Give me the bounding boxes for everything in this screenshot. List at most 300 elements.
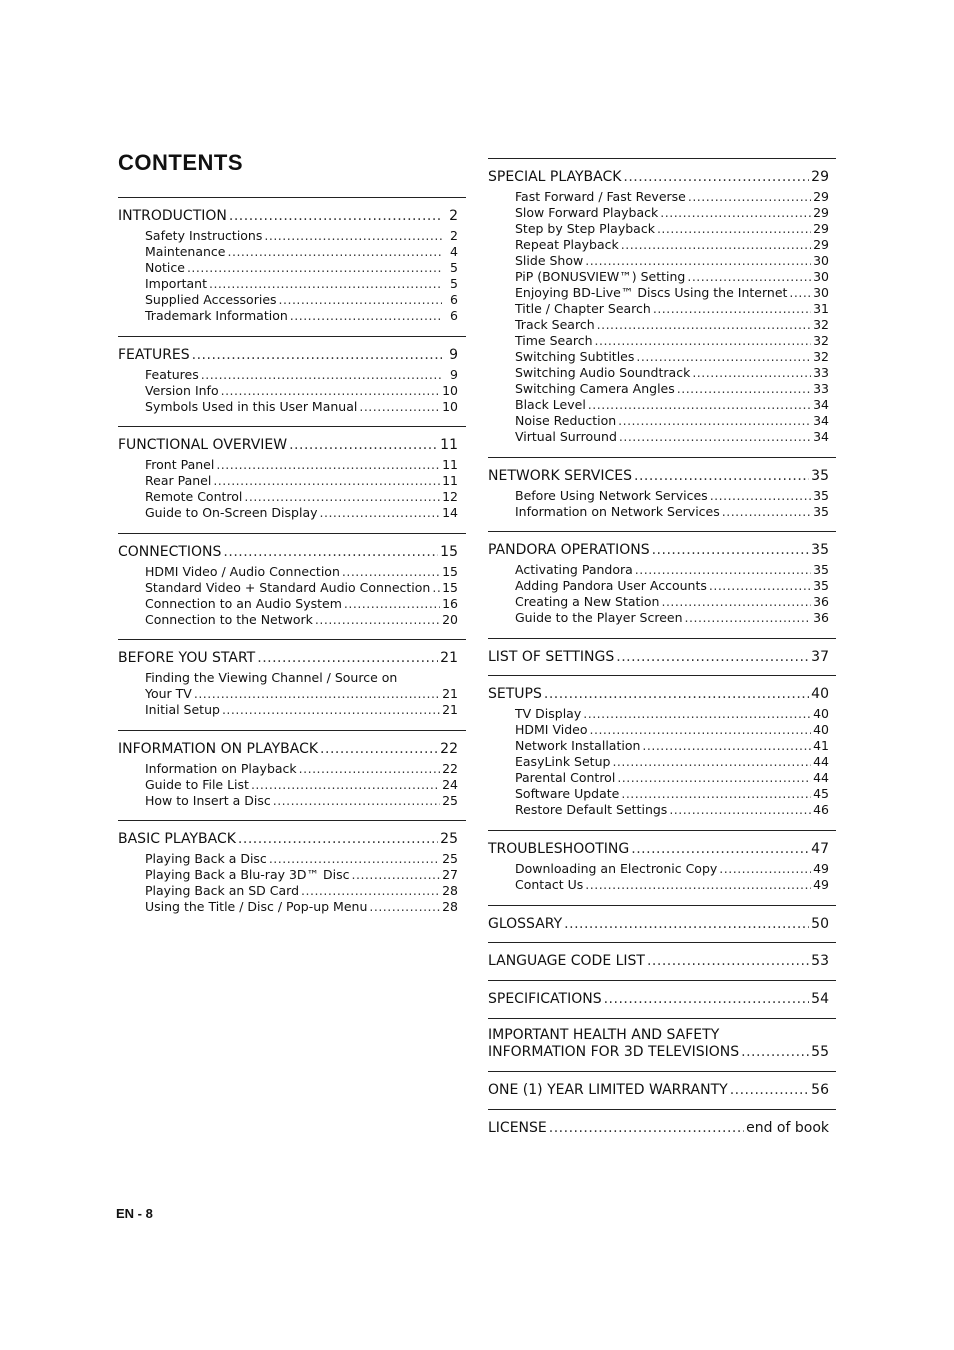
entry-label: Step by Step Playback [515, 221, 655, 236]
entry-label: HDMI Video [515, 722, 588, 737]
dot-leader [692, 365, 811, 381]
entry-label: Trademark Information [145, 308, 288, 323]
dot-leader [590, 722, 812, 738]
toc-section [488, 638, 836, 667]
entry-label: Initial Setup [145, 702, 220, 717]
entry-label: Parental Control [515, 770, 616, 785]
dot-leader [244, 489, 440, 505]
dot-leader [636, 349, 811, 365]
toc-entry[interactable] [145, 564, 466, 580]
entry-label: Network Installation [515, 738, 641, 753]
page-ref: 34 [813, 413, 829, 428]
entry-label: Safety Instructions [145, 228, 263, 243]
entry-label: Playing Back an SD Card [145, 883, 300, 898]
page-ref: 28 [442, 883, 458, 898]
page-ref: 35 [813, 488, 829, 503]
entry-label: Switching Audio Soundtrack [515, 365, 691, 380]
page-ref: 44 [813, 770, 829, 785]
toc-section [488, 1018, 836, 1061]
section-heading[interactable] [488, 989, 836, 1009]
entry-label-line1[interactable]: Finding the Viewing Channel / Source on [145, 670, 398, 685]
page-ref: 34 [813, 429, 829, 444]
section-heading[interactable] [488, 466, 836, 486]
page-ref: 32 [813, 317, 829, 332]
toc-entry[interactable] [145, 473, 466, 489]
page-ref: 15 [440, 544, 458, 560]
page-ref: 11 [440, 437, 458, 453]
dot-leader [228, 244, 443, 260]
toc-section [118, 820, 466, 915]
page-ref: 40 [811, 686, 829, 702]
entry-label: NETWORK SERVICES [488, 468, 632, 484]
page-ref: 47 [811, 841, 829, 857]
toc-entry[interactable] [515, 365, 836, 381]
section-heading[interactable] [488, 1044, 836, 1061]
page-ref: 50 [811, 916, 829, 932]
dot-leader [192, 345, 442, 365]
toc-entry[interactable] [145, 883, 466, 899]
toc-entry[interactable] [515, 578, 836, 594]
section-heading[interactable] [488, 540, 836, 560]
dot-leader [369, 899, 440, 915]
dot-leader [618, 413, 811, 429]
entry-label: Title / Chapter Search [515, 301, 651, 316]
entry-label: LANGUAGE CODE LIST [488, 953, 645, 969]
toc-entry[interactable] [145, 686, 466, 702]
page-ref: 46 [813, 802, 829, 817]
entry-label: Software Update [515, 786, 620, 801]
page-ref: 25 [442, 793, 458, 808]
dot-leader [564, 914, 809, 934]
page-ref: 14 [442, 505, 458, 520]
toc-entry[interactable] [145, 851, 466, 867]
entry-label: SETUPS [488, 686, 542, 702]
dot-leader [661, 594, 811, 610]
dot-leader [617, 770, 811, 786]
toc-entry[interactable] [515, 488, 836, 504]
page-ref: 41 [813, 738, 829, 753]
dot-leader [634, 466, 809, 486]
page-ref: 44 [813, 754, 829, 769]
dot-leader [616, 647, 809, 667]
page-ref: 30 [813, 269, 829, 284]
entry-label: Time Search [515, 333, 593, 348]
entry-label: LICENSE [488, 1120, 547, 1136]
section-heading[interactable] [488, 914, 836, 934]
entry-list [118, 761, 466, 809]
dot-leader [595, 333, 812, 349]
toc-entry[interactable] [145, 244, 466, 260]
page-ref: 27 [442, 867, 458, 882]
toc-entry[interactable] [515, 770, 836, 786]
page-ref: 30 [813, 253, 829, 268]
entry-list [118, 367, 466, 415]
entry-label: Supplied Accessories [145, 292, 277, 307]
entry-label: Track Search [515, 317, 595, 332]
entry-label: GLOSSARY [488, 916, 563, 932]
entry-label: FEATURES [118, 347, 190, 363]
entry-label: Playing Back a Disc [145, 851, 267, 866]
entry-list [118, 564, 466, 628]
dot-leader [585, 253, 811, 269]
page-ref: 11 [442, 473, 458, 488]
dot-leader [238, 829, 438, 849]
toc-entry[interactable] [515, 504, 836, 520]
section-heading[interactable] [118, 739, 466, 759]
dot-leader [660, 205, 811, 221]
page-ref: 49 [813, 861, 829, 876]
toc-entry[interactable] [145, 702, 466, 718]
page-ref: 32 [813, 349, 829, 364]
toc-entry[interactable] [145, 367, 466, 383]
dot-leader [597, 317, 811, 333]
entry-label: Standard Video + Standard Audio Connection [145, 580, 431, 595]
page-ref: 33 [813, 365, 829, 380]
page-ref: 21 [440, 650, 458, 666]
toc-section [488, 158, 836, 445]
toc-entry[interactable] [145, 489, 466, 505]
entry-list [118, 670, 466, 718]
page-ref: 36 [813, 594, 829, 609]
toc-entry[interactable] [145, 596, 466, 612]
toc-entry[interactable] [515, 237, 836, 253]
page-ref: 24 [442, 777, 458, 792]
dot-leader [621, 237, 811, 253]
page-ref: 45 [813, 786, 829, 801]
dot-leader [352, 867, 441, 883]
page-ref: 56 [811, 1082, 829, 1098]
entry-label: Version Info [145, 383, 219, 398]
toc-entry[interactable] [145, 399, 466, 415]
dot-leader [652, 540, 810, 560]
section-heading[interactable] [118, 542, 466, 562]
dot-leader [273, 793, 440, 809]
toc-section [118, 639, 466, 718]
entry-label: Guide to File List [145, 777, 249, 792]
toc-entry[interactable] [145, 793, 466, 809]
page-ref: 16 [442, 596, 458, 611]
entry-label: Fast Forward / Fast Reverse [515, 189, 686, 204]
section-heading[interactable] [118, 206, 466, 226]
entry-list [118, 228, 466, 324]
entry-label: Front Panel [145, 457, 215, 472]
toc-entry[interactable] [515, 786, 836, 802]
page-ref: 29 [813, 189, 829, 204]
entry-label: TROUBLESHOOTING [488, 841, 630, 857]
page-ref: 21 [442, 686, 458, 701]
section-heading[interactable] [488, 839, 836, 859]
page-ref: 35 [813, 504, 829, 519]
toc-entry[interactable] [145, 505, 466, 521]
dot-leader [619, 429, 811, 445]
entry-label: Your TV [145, 686, 192, 701]
toc-entry[interactable] [515, 317, 836, 333]
entry-label: Before Using Network Services [515, 488, 708, 503]
dot-leader [432, 580, 440, 596]
page-ref: 29 [811, 169, 829, 185]
section-heading[interactable] [118, 829, 466, 849]
page-ref: 6 [450, 292, 458, 307]
toc-entry[interactable] [515, 349, 836, 365]
entry-label: Repeat Playback [515, 237, 619, 252]
toc-entry[interactable] [515, 205, 836, 221]
page-ref: 29 [813, 221, 829, 236]
entry-label: Connection to the Network [145, 612, 313, 627]
page-ref: 35 [811, 542, 829, 558]
entry-label: INTRODUCTION [118, 208, 227, 224]
dot-leader [642, 738, 811, 754]
page-ref: end of book [746, 1120, 829, 1136]
dot-leader [669, 802, 811, 818]
toc-section [488, 1071, 836, 1100]
dot-leader [269, 851, 440, 867]
page-ref: 29 [813, 237, 829, 252]
dot-leader [320, 739, 438, 759]
toc-entry[interactable] [515, 285, 836, 301]
toc-entry[interactable] [515, 877, 836, 893]
dot-leader [315, 612, 440, 628]
section-heading[interactable] [488, 684, 836, 704]
dot-leader [549, 1118, 744, 1138]
toc-entry[interactable] [515, 413, 836, 429]
toc-entry[interactable] [145, 777, 466, 793]
toc-section [488, 531, 836, 626]
dot-leader [677, 381, 811, 397]
toc-entry[interactable] [145, 580, 466, 596]
page-ref: 5 [450, 276, 458, 291]
page-ref: 30 [813, 285, 829, 300]
page-ref: 9 [449, 347, 458, 363]
entry-label: PiP (BONUSVIEW™) Setting [515, 269, 686, 284]
dot-leader [657, 221, 811, 237]
dot-leader [221, 383, 440, 399]
toc-section [118, 336, 466, 415]
entry-list [488, 562, 836, 626]
toc-entry[interactable] [515, 381, 836, 397]
entry-label: Maintenance [145, 244, 226, 259]
toc-section [118, 730, 466, 809]
dot-leader [709, 578, 811, 594]
entry-label: HDMI Video / Audio Connection [145, 564, 340, 579]
toc-entry[interactable] [145, 867, 466, 883]
page-ref: 32 [813, 333, 829, 348]
entry-label: Guide to the Player Screen [515, 610, 683, 625]
page-ref: 11 [442, 457, 458, 472]
dot-leader [631, 839, 809, 859]
toc-entry[interactable] [515, 562, 836, 578]
entry-label: Downloading an Electronic Copy [515, 861, 718, 876]
dot-leader [257, 648, 438, 668]
page-ref: 20 [442, 612, 458, 627]
page-title: CONTENTS [118, 150, 243, 175]
dot-leader [647, 951, 809, 971]
dot-leader [687, 269, 811, 285]
dot-leader [730, 1080, 809, 1100]
dot-leader [251, 777, 440, 793]
dot-leader [290, 308, 442, 324]
dot-leader [583, 706, 811, 722]
entry-list [488, 861, 836, 893]
page-ref: 25 [442, 851, 458, 866]
entry-label: Rear Panel [145, 473, 212, 488]
toc-entry[interactable] [515, 722, 836, 738]
page-ref: 35 [811, 468, 829, 484]
page-ref: 2 [450, 228, 458, 243]
dot-leader [789, 285, 811, 301]
page-ref: 49 [813, 877, 829, 892]
entry-label: Enjoying BD-Live™ Discs Using the Internet [515, 285, 788, 300]
toc-entry[interactable] [515, 397, 836, 413]
toc-entry[interactable] [515, 610, 836, 626]
dot-leader [213, 473, 440, 489]
entry-label: Creating a New Station [515, 594, 660, 609]
entry-label: Playing Back a Blu-ray 3D™ Disc [145, 867, 350, 882]
entry-label: BEFORE YOU START [118, 650, 256, 666]
dot-leader [741, 1044, 809, 1061]
toc-entry[interactable] [515, 189, 836, 205]
entry-label: How to Insert a Disc [145, 793, 271, 808]
section-heading[interactable] [488, 167, 836, 187]
dot-leader [585, 877, 811, 893]
entry-label: Adding Pandora User Accounts [515, 578, 707, 593]
dot-leader [588, 397, 811, 413]
entry-label: Slide Show [515, 253, 584, 268]
dot-leader [301, 883, 440, 899]
page-ref: 34 [813, 397, 829, 412]
dot-leader [209, 276, 442, 292]
entry-list [118, 851, 466, 915]
toc-entry[interactable] [515, 253, 836, 269]
entry-label: TV Display [515, 706, 582, 721]
page-ref: 40 [813, 706, 829, 721]
dot-leader [194, 686, 440, 702]
page-ref: 12 [442, 489, 458, 504]
toc-entry[interactable] [145, 383, 466, 399]
toc-entry[interactable] [515, 706, 836, 722]
dot-leader [229, 206, 442, 226]
page-ref: 4 [450, 244, 458, 259]
page-ref: 6 [450, 308, 458, 323]
section-heading[interactable] [488, 951, 836, 971]
dot-leader [653, 301, 811, 317]
toc-entry[interactable] [145, 761, 466, 777]
toc-entry[interactable] [515, 738, 836, 754]
page-number: EN - 8 [116, 1206, 153, 1221]
entry-label: Restore Default Settings [515, 802, 668, 817]
entry-label: Information on Playback [145, 761, 297, 776]
section-heading[interactable] [118, 648, 466, 668]
page-ref: 36 [813, 610, 829, 625]
dot-leader [320, 505, 441, 521]
toc-entry[interactable] [515, 333, 836, 349]
toc-section [488, 675, 836, 818]
toc-section [118, 533, 466, 628]
toc-entry[interactable] [515, 802, 836, 818]
page-ref: 10 [442, 399, 458, 414]
entry-label: Features [145, 367, 199, 382]
entry-label: CONNECTIONS [118, 544, 222, 560]
page-ref: 21 [442, 702, 458, 717]
section-heading[interactable] [118, 345, 466, 365]
dot-leader [604, 989, 810, 1009]
section-heading[interactable] [488, 1080, 836, 1100]
entry-label: SPECIAL PLAYBACK [488, 169, 622, 185]
page-ref: 28 [442, 899, 458, 914]
dot-leader [621, 786, 811, 802]
toc-entry[interactable] [145, 228, 466, 244]
entry-label: Using the Title / Disc / Pop-up Menu [145, 899, 368, 914]
toc-entry[interactable] [145, 308, 466, 324]
section-heading[interactable] [488, 647, 836, 667]
section-heading[interactable] [118, 435, 466, 455]
toc-entry[interactable] [145, 260, 466, 276]
toc-entry[interactable] [515, 301, 836, 317]
dot-leader [688, 189, 811, 205]
dot-leader [289, 435, 438, 455]
entry-label: INFORMATION ON PLAYBACK [118, 741, 319, 757]
toc-entry[interactable] [145, 276, 466, 292]
dot-leader [710, 488, 811, 504]
entry-label: LIST OF SETTINGS [488, 649, 615, 665]
dot-leader [216, 457, 440, 473]
toc-section [488, 830, 836, 893]
section-heading-line1[interactable]: IMPORTANT HEALTH AND SAFETY [488, 1027, 720, 1043]
page-ref: 2 [449, 208, 458, 224]
dot-leader [222, 702, 440, 718]
page-ref: 40 [813, 722, 829, 737]
entry-label: SPECIFICATIONS [488, 991, 602, 1007]
dot-leader [344, 596, 440, 612]
dot-leader [544, 684, 809, 704]
entry-label: Slow Forward Playback [515, 205, 659, 220]
toc-section [488, 942, 836, 971]
toc-entry[interactable] [145, 899, 466, 915]
entry-label: Important [145, 276, 207, 291]
page-ref: 33 [813, 381, 829, 396]
entry-label: Notice [145, 260, 185, 275]
entry-label: Guide to On-Screen Display [145, 505, 318, 520]
toc-entry[interactable] [515, 269, 836, 285]
entry-label: Switching Subtitles [515, 349, 635, 364]
dot-leader [719, 861, 811, 877]
toc-section [488, 1109, 836, 1138]
page-ref: 35 [813, 562, 829, 577]
page-ref: 22 [440, 741, 458, 757]
toc-entry[interactable] [515, 429, 836, 445]
dot-leader [201, 367, 442, 383]
toc-entry[interactable] [515, 754, 836, 770]
dot-leader [635, 562, 811, 578]
entry-label: Black Level [515, 397, 586, 412]
toc-entry[interactable] [145, 612, 466, 628]
page-ref: 15 [442, 580, 458, 595]
toc-entry[interactable] [145, 292, 466, 308]
toc-entry[interactable] [145, 457, 466, 473]
page-ref: 53 [811, 953, 829, 969]
entry-label: FUNCTIONAL OVERVIEW [118, 437, 288, 453]
entry-label: EasyLink Setup [515, 754, 611, 769]
entry-label: Contact Us [515, 877, 584, 892]
page-ref: 5 [450, 260, 458, 275]
toc-section [118, 197, 466, 324]
dot-leader [264, 228, 442, 244]
toc-entry[interactable] [515, 594, 836, 610]
section-heading[interactable] [488, 1118, 836, 1138]
page-ref: 10 [442, 383, 458, 398]
toc-entry[interactable] [515, 861, 836, 877]
toc-entry[interactable] [515, 221, 836, 237]
dot-leader [685, 610, 812, 626]
